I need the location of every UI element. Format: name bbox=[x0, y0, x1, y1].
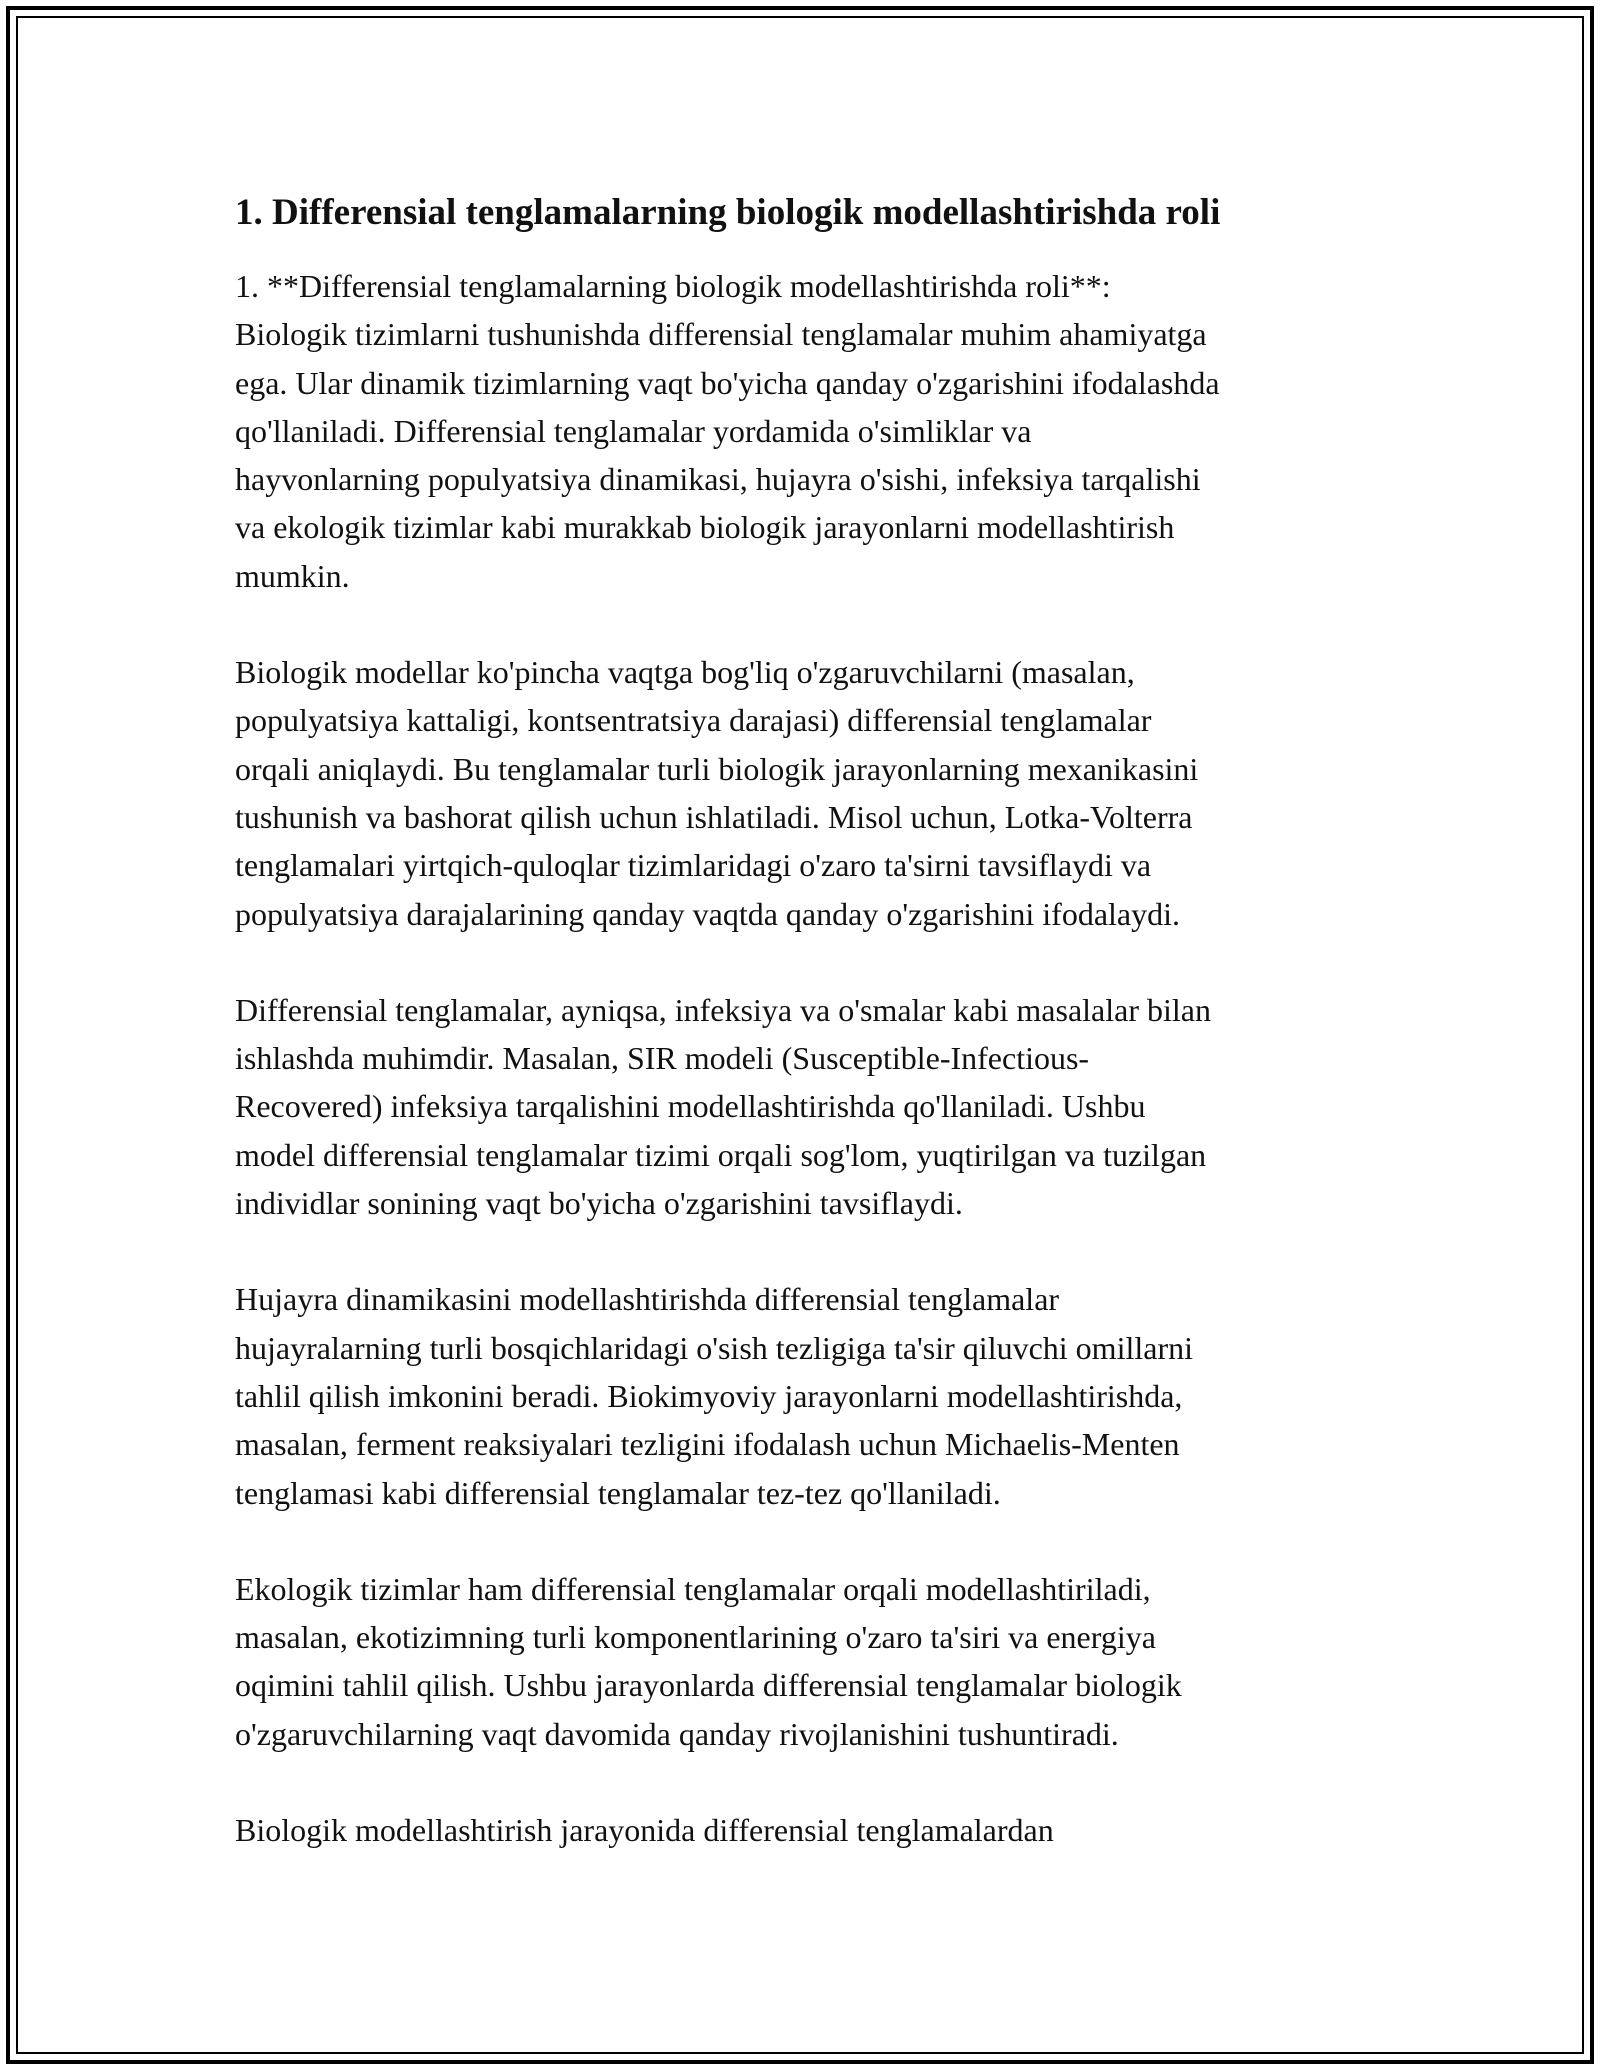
paragraph-5 bbox=[235, 1565, 1375, 1758]
text-line: 1. **Differensial tenglamalarning biologik modellashtirishda roli**: bbox=[235, 268, 1111, 304]
paragraph-1 bbox=[235, 262, 1375, 600]
text-line: Hujayra dinamikasini modellashtirishda differensial tenglamalar bbox=[235, 1281, 1060, 1318]
text-line: model differensial tenglamalar tizimi orqali sog'lom, yuqtirilgan va tuzilgan bbox=[235, 1136, 1207, 1173]
text-line: mumkin. bbox=[235, 557, 350, 594]
text-line: Recovered) infeksiya tarqalishini modellashtirishda qo'llaniladi. Ushbu bbox=[235, 1088, 1146, 1125]
text-line: ishlashda muhimdir. Masalan, SIR modeli (Susceptible-Infectious- bbox=[235, 1040, 1090, 1077]
text-line: Differensial tenglamalar, ayniqsa, infeksiya va o'smalar kabi masalalar bilan bbox=[235, 991, 1211, 1028]
text-line: orqali aniqlaydi. Bu tenglamalar turli biologik jarayonlarning mexanikasini bbox=[235, 750, 1199, 787]
text-line: hujayralarning turli bosqichlaridagi o'sish tezligiga ta'sir qiluvchi omillarni bbox=[235, 1329, 1193, 1366]
text-line: populyatsiya kattaligi, kontsentratsiya darajasi) differensial tenglamalar bbox=[235, 702, 1152, 739]
paragraph-6 bbox=[235, 1806, 1375, 1854]
text-line: Ekologik tizimlar ham differensial tenglamalar orqali modellashtiriladi, bbox=[235, 1570, 1151, 1607]
text-line: Biologik modellar ko'pincha vaqtga bog'liq o'zgaruvchilarni (masalan, bbox=[235, 654, 1135, 691]
text-line: Biologik modellashtirish jarayonida differensial tenglamalardan bbox=[235, 1812, 1054, 1849]
text-line: tahlil qilish imkonini beradi. Biokimyoviy jarayonlarni modellashtirishda, bbox=[235, 1377, 1183, 1414]
document-body bbox=[235, 186, 1375, 1902]
text-line: Biologik tizimlarni tushunishda differensial tenglamalar muhim ahamiyatga bbox=[235, 316, 1207, 353]
text-line: masalan, ferment reaksiyalari tezligini ifodalash uchun Michaelis-Menten bbox=[235, 1426, 1180, 1463]
text-line: hayvonlarning populyatsiya dinamikasi, hujayra o'sishi, infeksiya tarqalishi bbox=[235, 461, 1201, 498]
text-line: populyatsiya darajalarining qanday vaqtda qanday o'zgarishini ifodalaydi. bbox=[235, 895, 1181, 932]
text-line: o'zgaruvchilarning vaqt davomida qanday rivojlanishini tushuntiradi. bbox=[235, 1715, 1119, 1752]
text-line: va ekologik tizimlar kabi murakkab biologik jarayonlarni modellashtirish bbox=[235, 509, 1175, 546]
text-line: qo'llaniladi. Differensial tenglamalar yordamida o'simliklar va bbox=[235, 412, 1032, 449]
paragraph-4 bbox=[235, 1275, 1375, 1516]
text-line: tenglamasi kabi differensial tenglamalar tez-tez qo'llaniladi. bbox=[235, 1474, 1001, 1511]
text-line: oqimini tahlil qilish. Ushbu jarayonlarda differensial tenglamalar biologik bbox=[235, 1667, 1182, 1704]
text-line: tenglamalari yirtqich-quloqlar tizimlaridagi o'zaro ta'sirni tavsiflaydi va bbox=[235, 847, 1152, 884]
paragraph-2 bbox=[235, 648, 1375, 938]
paragraph-3 bbox=[235, 986, 1375, 1227]
text-line: individlar sonining vaqt bo'yicha o'zgarishini tavsiflaydi. bbox=[235, 1185, 963, 1222]
text-line: masalan, ekotizimning turli komponentlarining o'zaro ta'siri va energiya bbox=[235, 1619, 1156, 1656]
text-line: ega. Ular dinamik tizimlarning vaqt bo'yicha qanday o'zgarishini ifodalashda bbox=[235, 364, 1220, 401]
section-heading: 1. Differensial tenglamalarning biologik modellashtirishda roli bbox=[235, 192, 1221, 233]
text-line: tushunish va bashorat qilish uchun ishlatiladi. Misol uchun, Lotka-Volterra bbox=[235, 798, 1193, 835]
